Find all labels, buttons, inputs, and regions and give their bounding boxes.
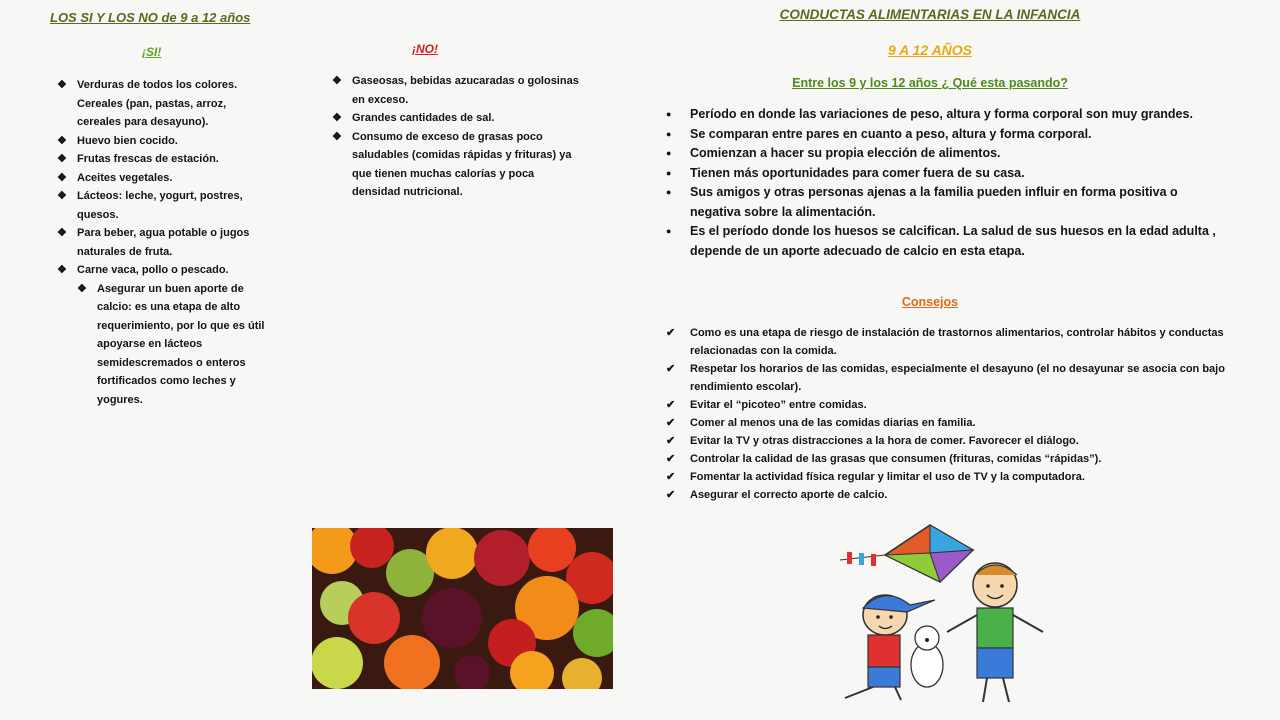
- list-item: ● Período en donde las variaciones de peso, altura y forma corporal son muy grandes.: [666, 105, 1226, 125]
- list-item: ● Se comparan entre pares en cuanto a peso, altura y forma corporal.: [666, 125, 1226, 145]
- list-item: ✔ Evitar la TV y otras distracciones a la hora de comer. Favorecer el diálogo.: [666, 432, 1226, 450]
- list-item: ❖ Aceites vegetales.: [57, 169, 267, 188]
- consejos-heading: Consejos: [901, 295, 959, 309]
- list-item: ❖ Verduras de todos los colores. Cereales (pan, pastas, arroz, cereales para desayuno).: [57, 76, 267, 132]
- main-title: CONDUCTAS ALIMENTARIAS EN LA INFANCIA: [779, 7, 1081, 22]
- list-item: ✔ Fomentar la actividad física regular y limitar el uso de TV y la computadora.: [666, 468, 1226, 486]
- list-item: ❖ Frutas frescas de estación.: [57, 150, 267, 169]
- age-heading: 9 A 12 AÑOS: [887, 42, 973, 58]
- children-kite-illustration: [835, 520, 1055, 710]
- list-item: ❖ Carne vaca, pollo o pescado.: [57, 261, 267, 280]
- list-item: ❖ Lácteos: leche, yogurt, postres, quesos.: [57, 187, 267, 224]
- list-subitem: ❖ Asegurar un buen aporte de calcio: es una etapa de alto requerimiento, por lo que es útil apoyarse en lácteos semidescremados o enteros fortificados como leches y yogures.: [77, 280, 267, 410]
- no-list: [332, 72, 582, 202]
- list-item: ● Es el período donde los huesos se calcifican. La salud de sus huesos en la edad adulta , depende de un aporte adecuado de calcio en esta etapa.: [666, 222, 1226, 261]
- list-item: ❖ Consumo de exceso de grasas poco saludables (comidas rápidas y frituras) ya que tienen muchas calorías y poca densidad nutricional.: [332, 128, 582, 202]
- list-item: ✔ Asegurar el correcto aporte de calcio.: [666, 486, 1226, 504]
- list-item: ✔ Como es una etapa de riesgo de instalación de trastornos alimentarios, controlar hábitos y conductas relacionadas con la comida.: [666, 324, 1226, 360]
- left-title: LOS SI Y LOS NO de 9 a 12 años: [50, 10, 251, 25]
- subtitle: Entre los 9 y los 12 años ¿ Qué esta pasando?: [792, 76, 1068, 90]
- consejos-list: [666, 324, 1226, 504]
- list-item: ✔ Respetar los horarios de las comidas, especialmente el desayuno (el no desayunar se asocia con bajo rendimiento escolar).: [666, 360, 1226, 396]
- list-item: ● Tienen más oportunidades para comer fuera de su casa.: [666, 164, 1226, 184]
- list-item: ● Sus amigos y otras personas ajenas a la familia pueden influir en forma positiva o negativa sobre la alimentación.: [666, 183, 1226, 222]
- fruits-image: [312, 528, 613, 689]
- list-item: ✔ Controlar la calidad de las grasas que consumen (frituras, comidas “rápidas”).: [666, 450, 1226, 468]
- si-heading: ¡SI!: [142, 45, 162, 59]
- list-item: ❖ Gaseosas, bebidas azucaradas o golosinas en exceso.: [332, 72, 582, 109]
- list-item: ✔ Evitar el “picoteo” entre comidas.: [666, 396, 1226, 414]
- no-heading: ¡NO!: [412, 42, 438, 56]
- list-item: ❖ Grandes cantidades de sal.: [332, 109, 582, 128]
- si-list: [57, 76, 267, 409]
- list-item: ❖ Huevo bien cocido.: [57, 132, 267, 151]
- characteristics-list: [666, 105, 1226, 261]
- list-item: ✔ Comer al menos una de las comidas diarias en familia.: [666, 414, 1226, 432]
- list-item: ● Comienzan a hacer su propia elección de alimentos.: [666, 144, 1226, 164]
- list-item: ❖ Para beber, agua potable o jugos naturales de fruta.: [57, 224, 267, 261]
